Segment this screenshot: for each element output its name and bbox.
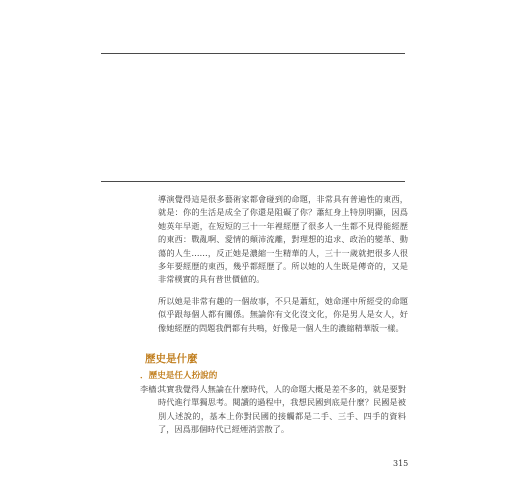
body-paragraph-2: 所以她是非常有趣的一個故事，不只是蕭紅，她命運中所經受的命題似乎跟每個人都有關係。無論你有文化沒文化，你是男人是女人，好像她經歷的問題我們都有共鳴，好像是一個人生的濃縮精華版一樣。 (158, 296, 408, 333)
speaker-label: 李檣： (140, 384, 165, 394)
answer-text: 其實我覺得人無論在什麼時代，人的命題大概是差不多的，就是要對時代進行單獨思考。閱讀的過程中，我想民國到底是什麼？民國是被別人述說的，基本上你對民國的接觸都是二手、三手、四手的資料了，因爲那個時代已經煙消雲散了。 (158, 384, 406, 435)
top-rule (101, 53, 405, 54)
body-paragraph-1: 導演覺得這是很多藝術家都會碰到的命題，非常具有普遍性的東西，就是：你的生活是成全了你還是阻礙了你？蕭紅身上特別明顯，因爲她英年早逝，在短短的三十一年裡經歷了很多人一生都不見得能經歷的東西：戰亂啊、愛情的顛沛流離，對理想的追求、政治的變革、動蕩的人生……，反正她是濃縮一生精華的人，三十一歲就把很多人很多年要經歷的東西，幾乎都經歷了。所以她的人生既是傳奇的，又是非常樸實的具有普世價値的。 (158, 194, 408, 285)
section-heading: 歷史是什麼 (145, 353, 198, 365)
section-subheading: ．歷史是任人扮說的 (140, 371, 218, 381)
bottom-rule (101, 181, 405, 182)
page-number: 315 (393, 459, 409, 468)
